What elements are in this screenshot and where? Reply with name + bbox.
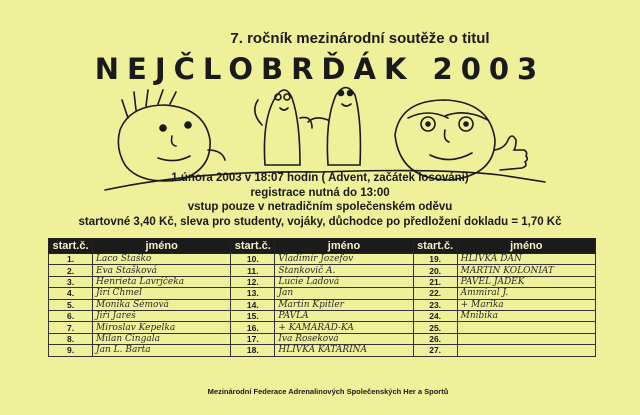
start-number: 3.	[49, 276, 93, 287]
start-number: 14.	[231, 299, 275, 310]
participant-name: Jirí Chmel	[93, 288, 231, 299]
start-number: 2.	[49, 265, 93, 276]
participant-name: Vladimír Jozefov	[275, 254, 413, 265]
start-number: 12.	[231, 276, 275, 287]
start-number: 24.	[413, 310, 457, 321]
participant-name: Iva Roseková	[275, 333, 413, 344]
table-row	[49, 333, 596, 344]
dress-code-note: vstup pouze v netradičním společenském oděvu	[187, 201, 453, 213]
tall-figure-icon	[308, 88, 360, 166]
start-number: 15.	[231, 310, 275, 321]
participant-name: PAVEL JÁDEK	[457, 276, 595, 287]
table-row	[49, 310, 596, 321]
start-number: 9.	[49, 345, 93, 356]
start-number: 22.	[413, 288, 457, 299]
start-number: 10.	[231, 254, 275, 265]
start-number: 20.	[413, 265, 457, 276]
table-row	[49, 288, 596, 299]
start-number: 16.	[231, 322, 275, 333]
start-number: 11.	[231, 265, 275, 276]
participant-name	[457, 333, 595, 344]
participant-name: Milan Cingala	[93, 333, 231, 344]
table-row	[49, 265, 596, 276]
start-number: 5.	[49, 299, 93, 310]
participant-name: PAVLA	[275, 310, 413, 321]
start-number: 18.	[231, 345, 275, 356]
start-number: 17.	[231, 333, 275, 344]
start-number: 23.	[413, 299, 457, 310]
column-header-start: start.č.	[49, 239, 93, 254]
column-header-start: start.č.	[413, 239, 457, 254]
round-face-right-icon	[395, 100, 495, 180]
participant-name: Jan L. Barta	[93, 345, 231, 356]
table-row	[49, 299, 596, 310]
participant-name: Lucie Ladová	[275, 276, 413, 287]
participant-name: Mnibika	[457, 310, 595, 321]
start-number: 26.	[413, 333, 457, 344]
participant-name: HLIVKA DAN	[457, 254, 595, 265]
participant-name: Jan	[275, 288, 413, 299]
participant-name: Martin Kpitler	[275, 299, 413, 310]
organizer-footer: Mezinárodní Federace Adrenalinových Společenských Her a Sportů	[207, 387, 449, 396]
start-number: 13.	[231, 288, 275, 299]
start-number: 27.	[413, 345, 457, 356]
participant-name: MARTIN KOLONIAT	[457, 265, 595, 276]
start-number: 6.	[49, 310, 93, 321]
participant-name: HLIVKA KATARÍNA	[275, 345, 413, 356]
table-row	[49, 276, 596, 287]
registration-note: registrace nutná do 13:00	[250, 187, 390, 199]
registration-table	[48, 238, 596, 357]
column-header-name: jméno	[93, 239, 231, 254]
start-number: 8.	[49, 333, 93, 344]
participant-name: Laco Staško	[93, 254, 231, 265]
table-row	[49, 254, 596, 265]
column-header-name: jméno	[275, 239, 413, 254]
participant-name: + Marika	[457, 299, 595, 310]
participant-name: Ammiral J.	[457, 288, 595, 299]
start-number: 25.	[413, 322, 457, 333]
start-number: 19.	[413, 254, 457, 265]
participant-name: Stankovič A.	[275, 265, 413, 276]
start-number: 4.	[49, 288, 93, 299]
participant-name: Eva Stašková	[93, 265, 231, 276]
subtitle: 7. ročník mezinárodní soutěže o titul	[230, 30, 490, 47]
column-header-start: start.č.	[231, 239, 275, 254]
participant-name: Jiří Jareš	[93, 310, 231, 321]
round-face-left-icon	[118, 90, 225, 181]
participant-name: + KAMARÁD-KA	[275, 322, 413, 333]
participant-name: Henrieta Lavrjčeka	[93, 276, 231, 287]
start-number: 21.	[413, 276, 457, 287]
event-date: 1.února 2003 v 18:07 hodin ( Advent, začátek losování)	[171, 172, 469, 184]
table-header-row	[49, 239, 596, 254]
ghost-figure-icon	[255, 90, 312, 165]
participant-name	[457, 322, 595, 333]
column-header-name: jméno	[457, 239, 595, 254]
participant-name: Monika Šémová	[93, 299, 231, 310]
start-number: 1.	[49, 254, 93, 265]
participant-name: Miroslav Kepelka	[93, 322, 231, 333]
participant-name	[457, 345, 595, 356]
entry-fee-note: startovné 3,40 Kč, sleva pro studenty, vojáky, důchodce po předložení dokladu = 1,70 Kč	[78, 216, 562, 228]
start-number: 7.	[49, 322, 93, 333]
table-row	[49, 345, 596, 356]
page-title: NEJČLOBRĎÁK 2003	[94, 52, 546, 86]
table-row	[49, 322, 596, 333]
thumbs-up-hand-icon	[495, 136, 527, 170]
